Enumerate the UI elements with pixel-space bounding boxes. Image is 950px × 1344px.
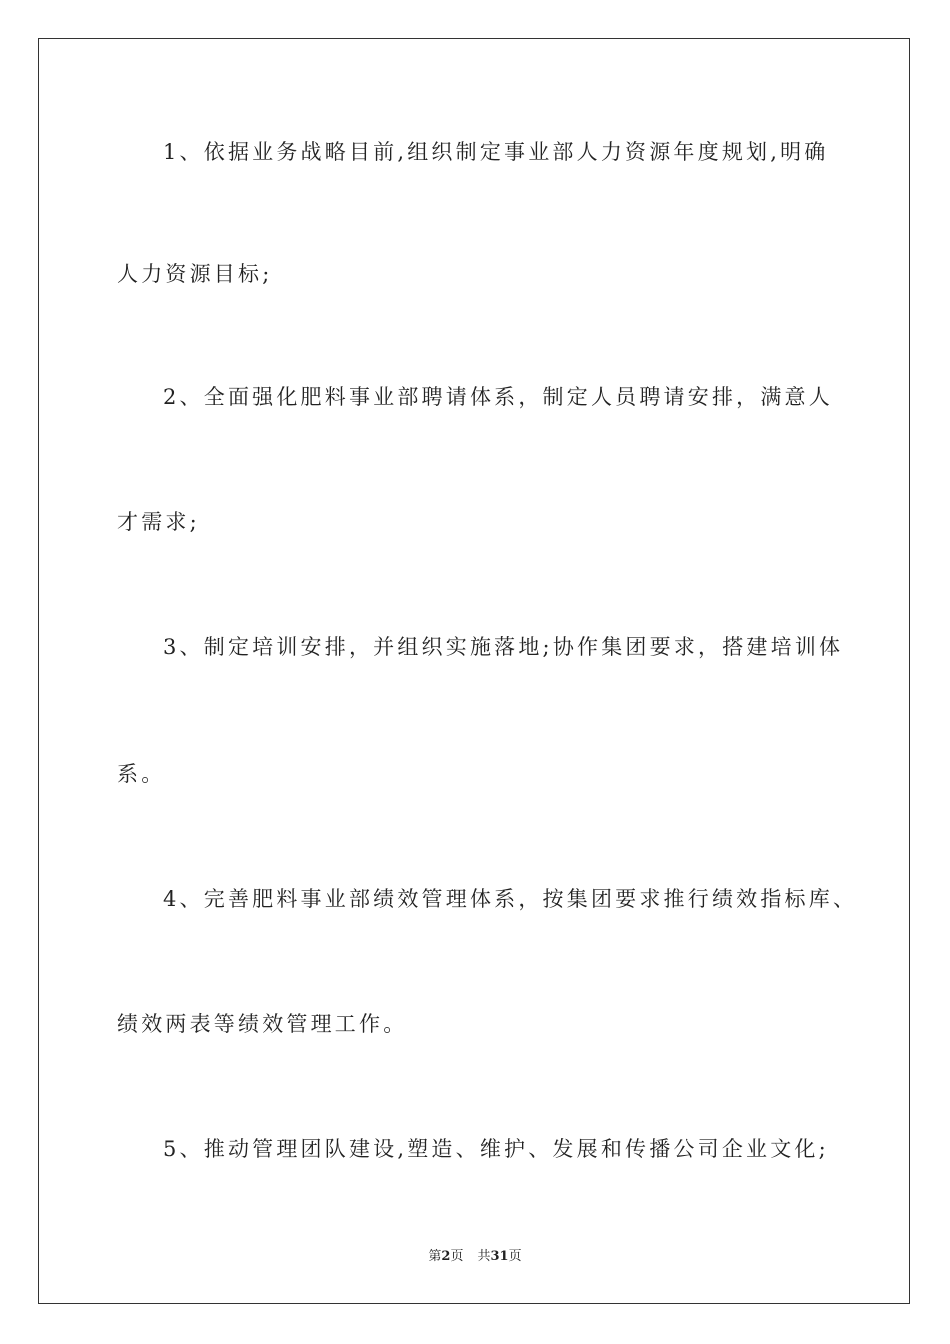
paragraph-4-line-1: 4、完善肥料事业部绩效管理体系，按集团要求推行绩效指标库、 (163, 887, 858, 911)
footer-total-prefix: 共 (477, 1249, 491, 1264)
paragraph-3-line-1: 3、制定培训安排，并组织实施落地;协作集团要求，搭建培训体 (163, 635, 844, 659)
paragraph-2-line-2: 才需求; (117, 510, 200, 534)
paragraph-1-line-1: 1、依据业务战略目前,组织制定事业部人力资源年度规划,明确 (163, 140, 829, 164)
footer-page-number: 2 (441, 1249, 451, 1264)
paragraph-1-line-2: 人力资源目标; (117, 262, 273, 286)
paragraph-5-line-1: 5、推动管理团队建设,塑造、维护、发展和传播公司企业文化; (163, 1137, 829, 1161)
paragraph-3-line-2: 系。 (117, 762, 166, 786)
footer-page-prefix: 第 (428, 1249, 442, 1264)
page-border (38, 38, 910, 1304)
page-footer (0, 1245, 950, 1264)
footer-total-pages: 31 (490, 1249, 509, 1264)
footer-total-suffix: 页 (508, 1249, 522, 1264)
footer-page-suffix: 页 (450, 1249, 464, 1264)
paragraph-4-line-2: 绩效两表等绩效管理工作。 (117, 1012, 408, 1036)
paragraph-2-line-1: 2、全面强化肥料事业部聘请体系，制定人员聘请安排，满意人 (163, 385, 833, 409)
